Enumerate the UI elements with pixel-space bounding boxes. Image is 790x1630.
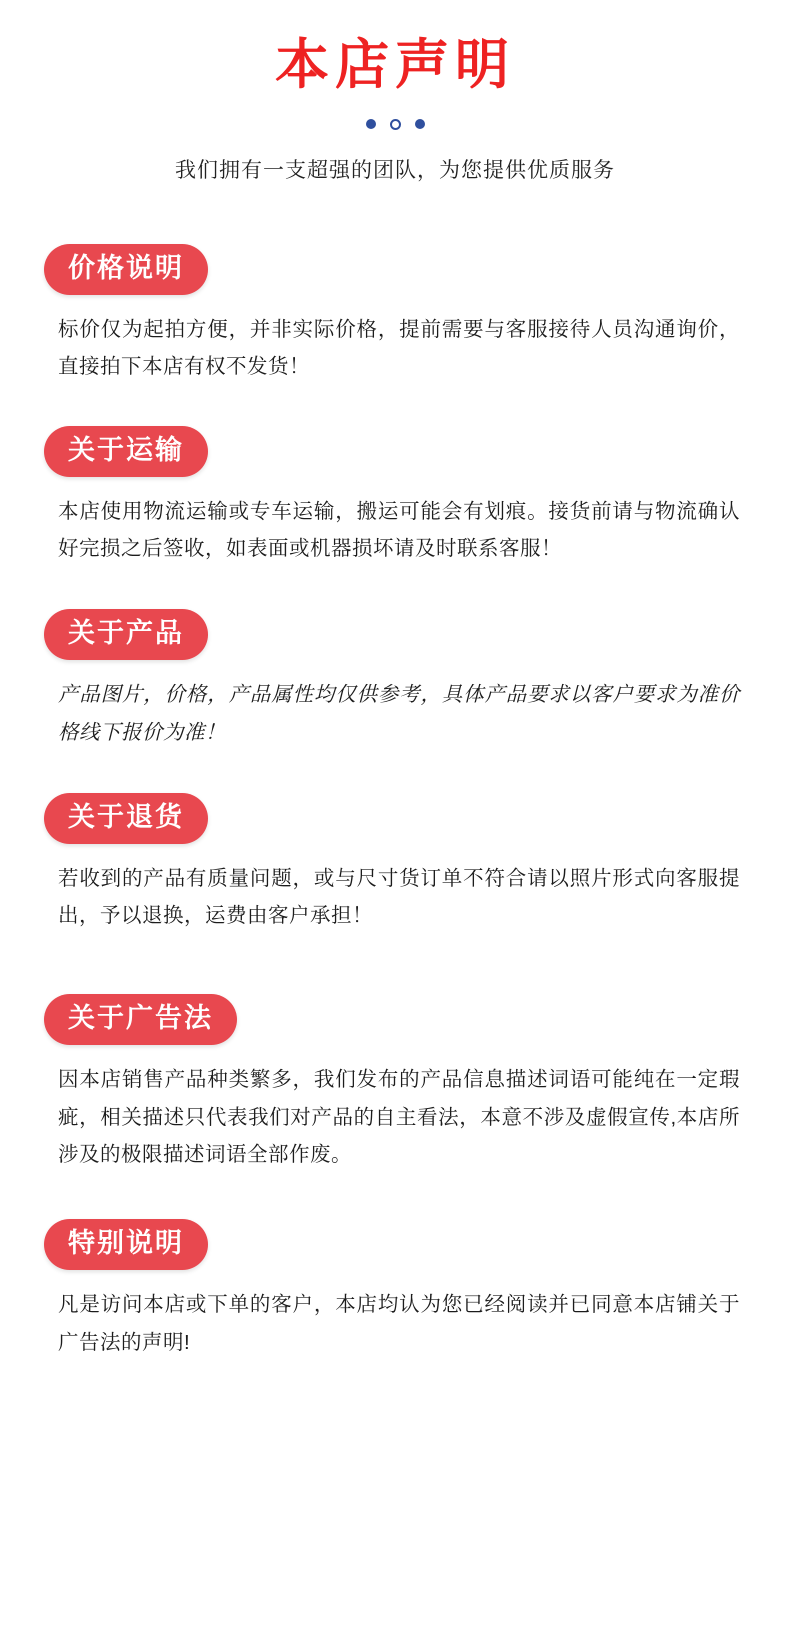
section-return <box>44 793 746 935</box>
dot-divider <box>0 118 790 130</box>
page-title: 本店声明 <box>275 35 515 95</box>
section-return-label: 关于退货 <box>44 793 208 844</box>
dot-filled-left <box>366 119 376 129</box>
section-product-text: 产品图片，价格，产品属性均仅供参考，具体产品要求以客户要求为准价格线下报价为准！ <box>58 683 740 744</box>
section-special-text: 凡是访问本店或下单的客户，本店均认为您已经阅读并已同意本店铺关于广告法的声明! <box>58 1293 740 1354</box>
section-shipping <box>44 426 746 568</box>
page-header <box>0 0 790 184</box>
dot-hollow-center <box>390 119 401 130</box>
dot-filled-right <box>415 119 425 129</box>
section-special-label: 特别说明 <box>44 1219 208 1270</box>
section-price <box>44 244 746 386</box>
section-advertising-law <box>44 994 746 1173</box>
section-product-label: 关于产品 <box>44 609 208 660</box>
section-advertising-law-text: 因本店销售产品种类繁多，我们发布的产品信息描述词语可能纯在一定瑕疵，相关描述只代表我们对产品的自主看法，本意不涉及虚假宣传,本店所涉及的极限描述词语全部作废。 <box>58 1068 740 1167</box>
section-shipping-text: 本店使用物流运输或专车运输，搬运可能会有划痕。接货前请与物流确认好完损之后签收，如表面或机器损坏请及时联系客服！ <box>58 499 740 560</box>
section-advertising-law-label: 关于广告法 <box>44 994 237 1045</box>
section-special <box>44 1219 746 1361</box>
section-shipping-label: 关于运输 <box>44 426 208 477</box>
section-product <box>44 609 746 751</box>
section-price-text: 标价仅为起拍方便，并非实际价格，提前需要与客服接待人员沟通询价，直接拍下本店有权不发货！ <box>58 318 740 379</box>
section-return-text: 若收到的产品有质量问题，或与尺寸货订单不符合请以照片形式向客服提出，予以退换，运费由客户承担！ <box>58 866 740 928</box>
section-price-label: 价格说明 <box>44 244 208 295</box>
page-subtitle: 我们拥有一支超强的团队，为您提供优质服务 <box>175 159 615 183</box>
sections-container <box>0 244 790 1361</box>
